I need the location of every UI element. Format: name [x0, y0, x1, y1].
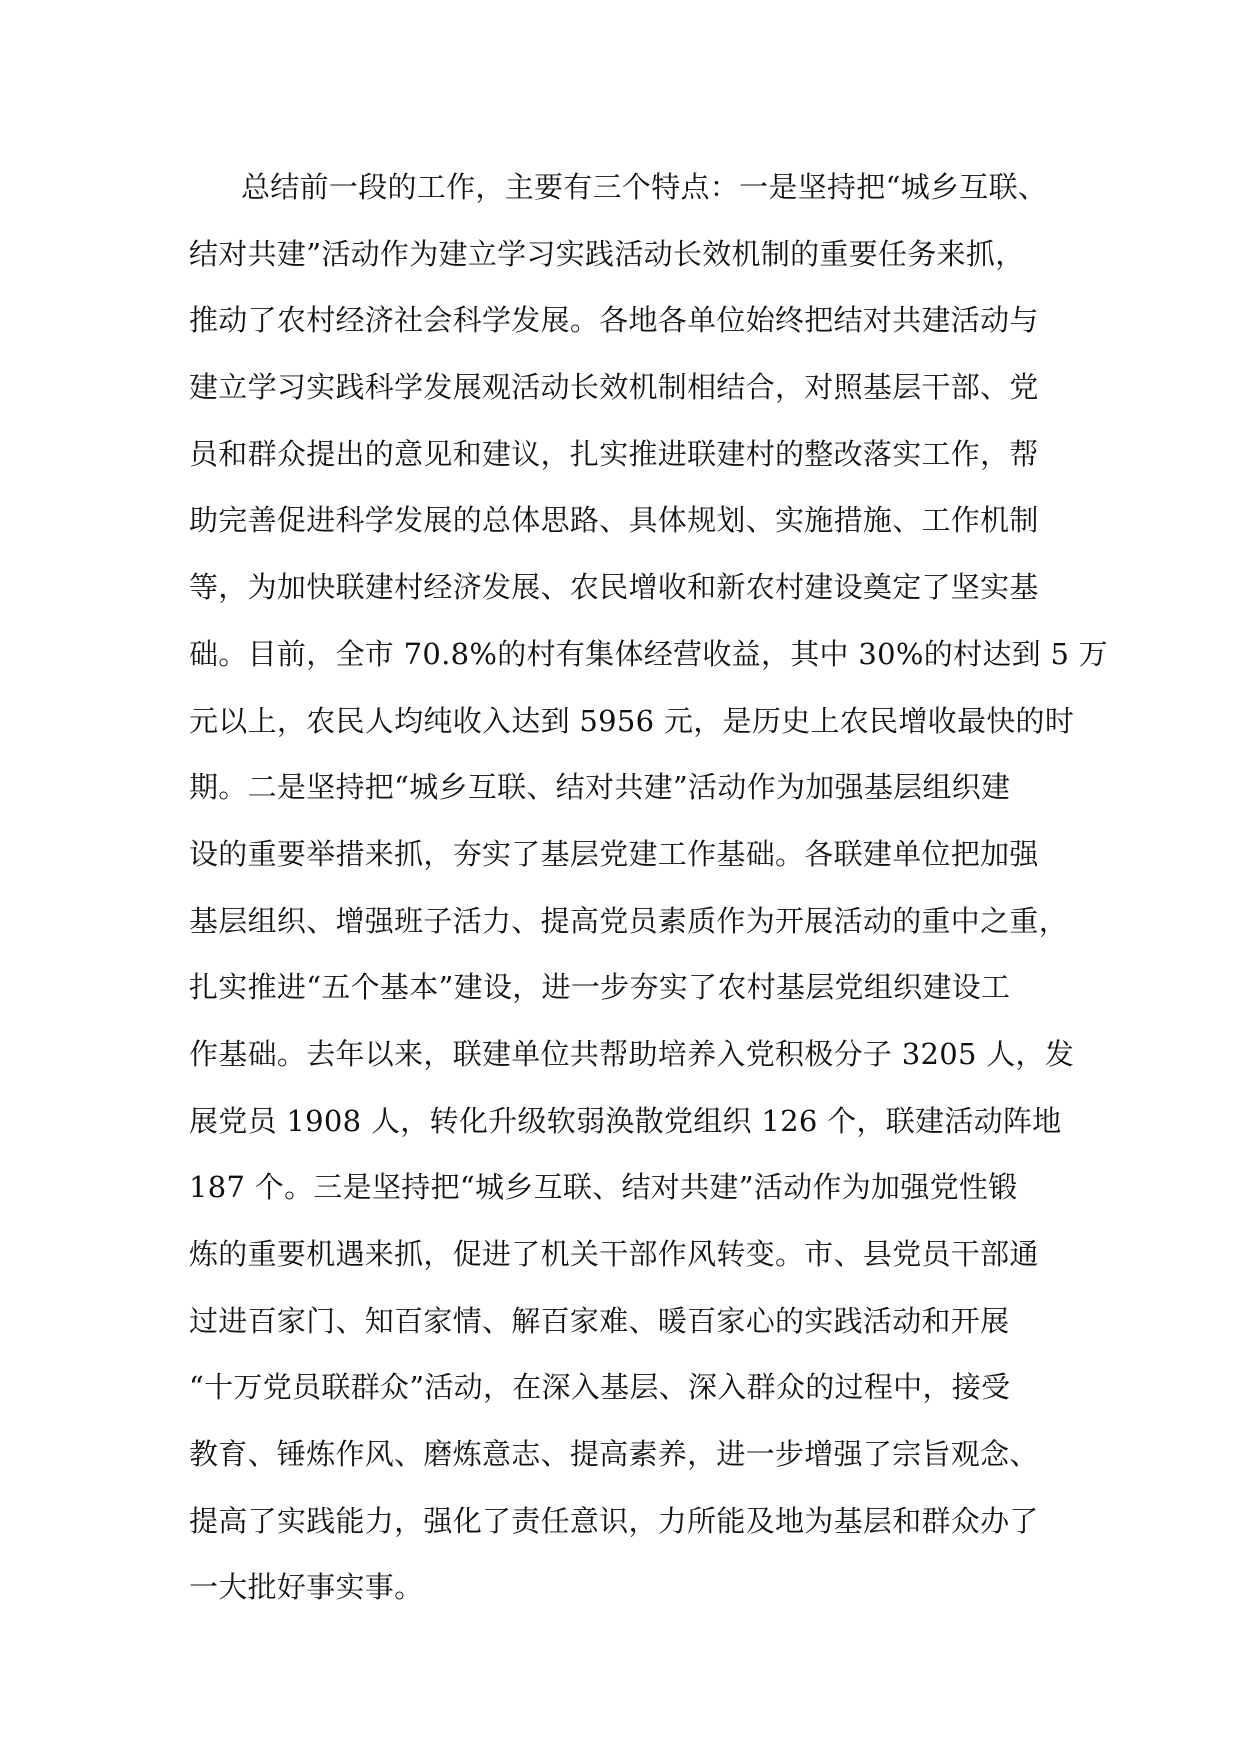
paragraph-line: 过进百家门、知百家情、解百家难、暖百家心的实践活动和开展	[189, 1303, 1010, 1338]
paragraph-line: 元以上，农民人均纯收入达到 5956 元，是历史上农民增收最快的时	[189, 703, 1075, 738]
paragraph-line: 建立学习实践科学发展观活动长效机制相结合，对照基层干部、党	[189, 370, 1039, 405]
paragraph-line: 助完善促进科学发展的总体思路、具体规划、实施措施、工作机制	[189, 503, 1039, 538]
paragraph-line: 期。二是坚持把“城乡互联、结对共建”活动作为加强基层组织建	[189, 770, 1011, 805]
paragraph-line: 教育、锤炼作风、磨炼意志、提高素养，进一步增强了宗旨观念、	[189, 1437, 1039, 1472]
paragraph-line: “十万党员联群众”活动，在深入基层、深入群众的过程中，接受	[189, 1370, 1011, 1405]
paragraph-line: 等，为加快联建村经济发展、农民增收和新农村建设奠定了坚实基	[189, 570, 1039, 605]
paragraph-line: 提高了实践能力，强化了责任意识，力所能及地为基层和群众办了	[189, 1503, 1039, 1538]
body-paragraph	[189, 170, 1109, 1638]
paragraph-line: 展党员 1908 人，转化升级软弱涣散党组织 126 个，联建活动阵地	[189, 1103, 1062, 1138]
paragraph-line: 总结前一段的工作，主要有三个特点：一是坚持把“城乡互联、	[241, 170, 1048, 204]
paragraph-line: 础。目前，全市 70.8%的村有集体经营收益，其中 30%的村达到 5 万	[189, 636, 1109, 671]
paragraph-line: 187 个。三是坚持把“城乡互联、结对共建”活动作为加强党性锻	[189, 1170, 1018, 1205]
paragraph-line: 作基础。去年以来，联建单位共帮助培养入党积极分子 3205 人，发	[189, 1036, 1075, 1071]
paragraph-line: 推动了农村经济社会科学发展。各地各单位始终把结对共建活动与	[189, 303, 1039, 338]
paragraph-line: 一大批好事实事。	[189, 1570, 424, 1605]
paragraph-line: 基层组织、增强班子活力、提高党员素质作为开展活动的重中之重，	[189, 903, 1069, 938]
paragraph-line: 员和群众提出的意见和建议，扎实推进联建村的整改落实工作，帮	[189, 436, 1039, 471]
paragraph-line: 炼的重要机遇来抓，促进了机关干部作风转变。市、县党员干部通	[189, 1237, 1039, 1271]
paragraph-line: 扎实推进“五个基本”建设，进一步夯实了农村基层党组织建设工	[189, 970, 1011, 1005]
paragraph-line: 结对共建”活动作为建立学习实践活动长效机制的重要任务来抓，	[189, 236, 1025, 271]
paragraph-line: 设的重要举措来抓，夯实了基层党建工作基础。各联建单位把加强	[189, 836, 1039, 871]
